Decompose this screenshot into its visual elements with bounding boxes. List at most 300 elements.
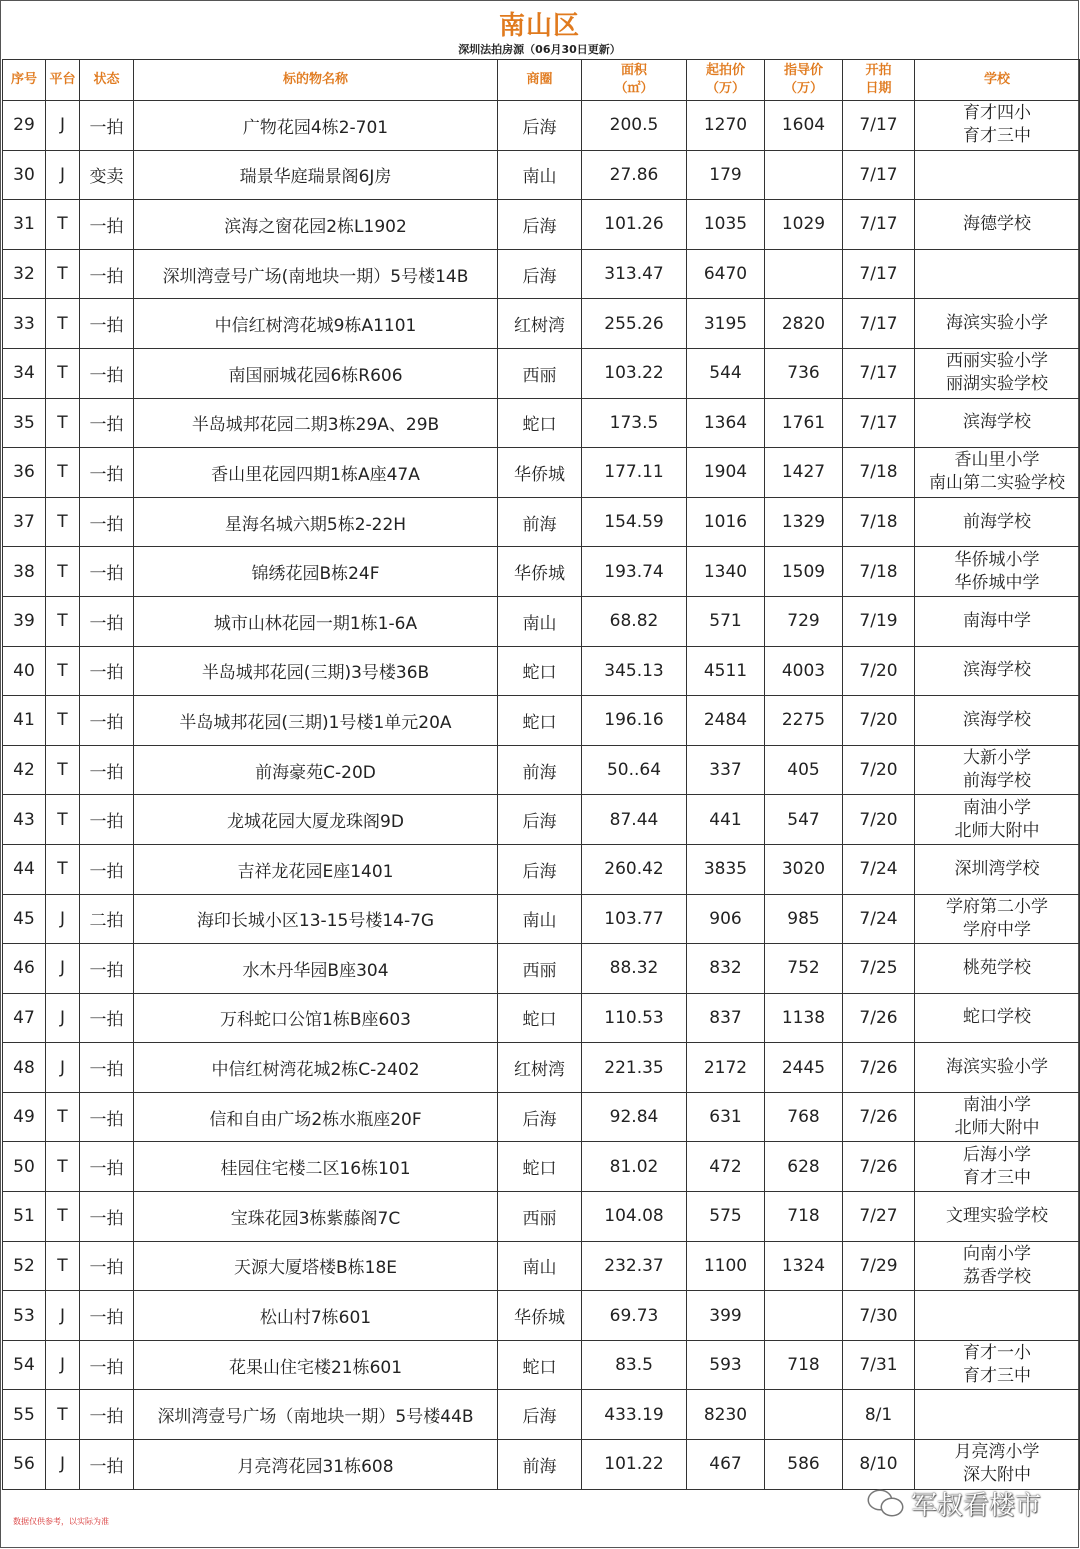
cell-status: 一拍 — [80, 993, 134, 1043]
school-primary: 南油小学 — [963, 1095, 1031, 1116]
cell-seq: 33 — [3, 299, 46, 349]
cell-date: 7/18 — [843, 547, 915, 597]
cell-guide-price: 586 — [765, 1440, 843, 1490]
cell-guide-price: 3020 — [765, 844, 843, 894]
cell-date: 7/20 — [843, 745, 915, 795]
cell-seq: 45 — [3, 894, 46, 944]
school-primary: 深圳湾学校 — [954, 858, 1040, 879]
school-primary: 大新小学 — [963, 748, 1031, 769]
cell-platform: T — [46, 348, 80, 398]
school-primary: 育才一小 — [963, 1343, 1031, 1364]
cell-start-price: 337 — [687, 745, 765, 795]
cell-guide-price: 1029 — [765, 200, 843, 250]
cell-seq: 42 — [3, 745, 46, 795]
cell-seq: 54 — [3, 1340, 46, 1390]
cell-start-price: 1270 — [687, 101, 765, 151]
table-row — [3, 1440, 1080, 1490]
cell-start-price: 3195 — [687, 299, 765, 349]
cell-guide-price — [765, 150, 843, 200]
cell-name: 万科蛇口公馆1栋B座603 — [134, 993, 498, 1043]
cell-date: 7/30 — [843, 1291, 915, 1341]
cell-name: 桂园住宅楼二区16栋101 — [134, 1142, 498, 1192]
cell-area: 92.84 — [582, 1092, 687, 1142]
page-title: 南山区 — [498, 11, 580, 41]
cell-start-price: 1340 — [687, 547, 765, 597]
cell-school — [915, 944, 1080, 994]
cell-seq: 35 — [3, 398, 46, 448]
cell-area: 101.26 — [582, 200, 687, 250]
cell-seq: 46 — [3, 944, 46, 994]
header-start-line1: 起拍价 — [705, 63, 745, 78]
header-status: 状态 — [80, 60, 134, 101]
cell-date: 8/1 — [843, 1390, 915, 1440]
cell-status: 一拍 — [80, 844, 134, 894]
table-row — [3, 1092, 1080, 1142]
cell-platform: J — [46, 1340, 80, 1390]
cell-date: 8/10 — [843, 1440, 915, 1490]
wechat-icon — [869, 1491, 903, 1517]
cell-status: 一拍 — [80, 646, 134, 696]
cell-seq: 51 — [3, 1192, 46, 1242]
cell-area: 193.74 — [582, 547, 687, 597]
header-guide-price — [765, 60, 843, 101]
cell-name: 中信红树湾花城9栋A1101 — [134, 299, 498, 349]
cell-status: 一拍 — [80, 547, 134, 597]
cell-guide-price — [765, 249, 843, 299]
cell-seq: 50 — [3, 1142, 46, 1192]
school-secondary: 育才三中 — [963, 1366, 1031, 1387]
header-date-line2: 日期 — [865, 81, 892, 96]
cell-start-price: 472 — [687, 1142, 765, 1192]
cell-area: 68.82 — [582, 596, 687, 646]
table-row — [3, 894, 1080, 944]
cell-guide-price: 718 — [765, 1192, 843, 1242]
table-row — [3, 200, 1080, 250]
school-secondary: 学府中学 — [963, 919, 1031, 940]
cell-name: 松山村7栋601 — [134, 1291, 498, 1341]
cell-district: 后海 — [498, 795, 582, 845]
cell-status: 一拍 — [80, 200, 134, 250]
school-primary: 文理实验学校 — [946, 1205, 1048, 1226]
cell-school — [915, 101, 1080, 151]
cell-date: 7/20 — [843, 795, 915, 845]
cell-area: 103.22 — [582, 348, 687, 398]
table-row — [3, 547, 1080, 597]
cell-school — [915, 547, 1080, 597]
cell-date: 7/18 — [843, 497, 915, 547]
cell-guide-price: 718 — [765, 1340, 843, 1390]
cell-area: 88.32 — [582, 944, 687, 994]
school-secondary: 育才三中 — [963, 126, 1031, 147]
cell-district: 西丽 — [498, 348, 582, 398]
cell-name: 宝珠花园3栋紫藤阁7C — [134, 1192, 498, 1242]
cell-guide-price: 2275 — [765, 696, 843, 746]
cell-date: 7/26 — [843, 1043, 915, 1093]
cell-start-price: 1035 — [687, 200, 765, 250]
header-start-line2: （万） — [705, 81, 745, 96]
cell-school — [915, 596, 1080, 646]
cell-district: 南山 — [498, 894, 582, 944]
cell-seq: 52 — [3, 1241, 46, 1291]
school-primary: 西丽实验小学 — [946, 351, 1048, 372]
header-area-line2: （㎡） — [614, 81, 654, 96]
cell-platform: J — [46, 1291, 80, 1341]
cell-school — [915, 1390, 1080, 1440]
table-row — [3, 1340, 1080, 1390]
cell-seq: 55 — [3, 1390, 46, 1440]
table-row — [3, 448, 1080, 498]
school-secondary: 华侨城中学 — [954, 572, 1040, 593]
cell-area: 69.73 — [582, 1291, 687, 1341]
school-primary: 华侨城小学 — [954, 549, 1040, 570]
cell-date: 7/17 — [843, 249, 915, 299]
cell-date: 7/17 — [843, 150, 915, 200]
cell-status: 一拍 — [80, 448, 134, 498]
cell-area: 104.08 — [582, 1192, 687, 1242]
cell-start-price: 467 — [687, 1440, 765, 1490]
cell-seq: 34 — [3, 348, 46, 398]
cell-district: 蛇口 — [498, 646, 582, 696]
cell-area: 103.77 — [582, 894, 687, 944]
cell-seq: 44 — [3, 844, 46, 894]
cell-area: 27.86 — [582, 150, 687, 200]
cell-status: 二拍 — [80, 894, 134, 944]
cell-name: 南国丽城花园6栋R606 — [134, 348, 498, 398]
cell-date: 7/31 — [843, 1340, 915, 1390]
cell-name: 水木丹华园B座304 — [134, 944, 498, 994]
school-primary: 桃苑学校 — [963, 957, 1031, 978]
cell-guide-price: 405 — [765, 745, 843, 795]
cell-name: 城市山林花园一期1栋1-6A — [134, 596, 498, 646]
table-row — [3, 596, 1080, 646]
cell-district: 蛇口 — [498, 1142, 582, 1192]
cell-seq: 37 — [3, 497, 46, 547]
table-row — [3, 944, 1080, 994]
cell-seq: 48 — [3, 1043, 46, 1093]
cell-guide-price: 729 — [765, 596, 843, 646]
cell-area: 50..64 — [582, 745, 687, 795]
cell-status: 一拍 — [80, 1291, 134, 1341]
cell-date: 7/17 — [843, 200, 915, 250]
cell-district: 西丽 — [498, 944, 582, 994]
school-secondary: 北师大附中 — [954, 1118, 1040, 1139]
cell-platform: T — [46, 497, 80, 547]
cell-seq: 41 — [3, 696, 46, 746]
cell-guide-price: 1604 — [765, 101, 843, 151]
cell-district: 前海 — [498, 745, 582, 795]
cell-school — [915, 1043, 1080, 1093]
cell-school — [915, 448, 1080, 498]
cell-name: 锦绣花园B栋24F — [134, 547, 498, 597]
cell-platform: T — [46, 200, 80, 250]
school-primary: 蛇口学校 — [963, 1007, 1031, 1028]
cell-platform: J — [46, 944, 80, 994]
header-guide-line1: 指导价 — [783, 63, 823, 78]
cell-status: 一拍 — [80, 1390, 134, 1440]
header-area-line1: 面积 — [620, 63, 647, 78]
cell-start-price: 544 — [687, 348, 765, 398]
cell-platform: T — [46, 696, 80, 746]
cell-start-price: 399 — [687, 1291, 765, 1341]
cell-date: 7/17 — [843, 299, 915, 349]
cell-school — [915, 1241, 1080, 1291]
cell-area: 154.59 — [582, 497, 687, 547]
cell-date: 7/24 — [843, 844, 915, 894]
cell-school — [915, 150, 1080, 200]
page-subtitle: 深圳法拍房源（06月30日更新） — [458, 43, 621, 56]
cell-district: 华侨城 — [498, 547, 582, 597]
cell-guide-price: 2820 — [765, 299, 843, 349]
table-row — [3, 844, 1080, 894]
cell-guide-price: 547 — [765, 795, 843, 845]
school-primary: 滨海学校 — [963, 660, 1031, 681]
cell-platform: T — [46, 795, 80, 845]
school-primary: 育才四小 — [963, 103, 1031, 124]
cell-date: 7/29 — [843, 1241, 915, 1291]
cell-name: 香山里花园四期1栋A座47A — [134, 448, 498, 498]
cell-district: 西丽 — [498, 1192, 582, 1242]
cell-status: 一拍 — [80, 497, 134, 547]
cell-school — [915, 795, 1080, 845]
table-row — [3, 1142, 1080, 1192]
table-row — [3, 1291, 1080, 1341]
cell-date: 7/17 — [843, 398, 915, 448]
table-row — [3, 348, 1080, 398]
cell-name: 海印长城小区13-15号楼14-7G — [134, 894, 498, 944]
cell-platform: T — [46, 547, 80, 597]
school-secondary: 北师大附中 — [954, 820, 1040, 841]
school-primary: 滨海学校 — [963, 412, 1031, 433]
cell-area: 255.26 — [582, 299, 687, 349]
cell-name: 星海名城六期5栋2-22H — [134, 497, 498, 547]
cell-start-price: 1016 — [687, 497, 765, 547]
school-secondary: 深大附中 — [963, 1465, 1031, 1486]
cell-seq: 36 — [3, 448, 46, 498]
header-row — [3, 60, 1080, 101]
cell-name: 中信红树湾花城2栋C-2402 — [134, 1043, 498, 1093]
table-row — [3, 1390, 1080, 1440]
cell-school — [915, 1142, 1080, 1192]
cell-school — [915, 249, 1080, 299]
cell-guide-price: 1427 — [765, 448, 843, 498]
cell-platform: J — [46, 1440, 80, 1490]
table-row — [3, 249, 1080, 299]
cell-area: 196.16 — [582, 696, 687, 746]
cell-seq: 53 — [3, 1291, 46, 1341]
cell-platform: J — [46, 993, 80, 1043]
cell-seq: 31 — [3, 200, 46, 250]
cell-seq: 47 — [3, 993, 46, 1043]
cell-start-price: 1364 — [687, 398, 765, 448]
cell-name: 吉祥龙花园E座1401 — [134, 844, 498, 894]
cell-date: 7/17 — [843, 101, 915, 151]
cell-district: 南山 — [498, 596, 582, 646]
cell-date: 7/26 — [843, 1092, 915, 1142]
header-name: 标的物名称 — [134, 60, 498, 101]
school-primary: 前海学校 — [963, 511, 1031, 532]
cell-name: 滨海之窗花园2栋L1902 — [134, 200, 498, 250]
table-body — [3, 101, 1080, 1490]
cell-district: 后海 — [498, 1092, 582, 1142]
cell-area: 200.5 — [582, 101, 687, 151]
header-guide-line2: （万） — [783, 81, 823, 96]
table-row — [3, 795, 1080, 845]
cell-district: 后海 — [498, 200, 582, 250]
cell-district: 后海 — [498, 1390, 582, 1440]
table-row — [3, 646, 1080, 696]
cell-school — [915, 1192, 1080, 1242]
cell-seq: 39 — [3, 596, 46, 646]
cell-seq: 40 — [3, 646, 46, 696]
cell-seq: 29 — [3, 101, 46, 151]
cell-start-price: 2484 — [687, 696, 765, 746]
table-row — [3, 101, 1080, 151]
cell-district: 南山 — [498, 150, 582, 200]
cell-district: 后海 — [498, 844, 582, 894]
cell-guide-price — [765, 1390, 843, 1440]
cell-seq: 49 — [3, 1092, 46, 1142]
table-row — [3, 1043, 1080, 1093]
cell-date: 7/18 — [843, 448, 915, 498]
cell-school — [915, 348, 1080, 398]
school-secondary: 丽湖实验学校 — [946, 374, 1048, 395]
table-row — [3, 497, 1080, 547]
header-date-line1: 开拍 — [865, 63, 892, 78]
cell-start-price: 837 — [687, 993, 765, 1043]
cell-platform: J — [46, 150, 80, 200]
school-primary: 南海中学 — [963, 610, 1031, 631]
cell-platform: T — [46, 745, 80, 795]
cell-status: 一拍 — [80, 1241, 134, 1291]
cell-school — [915, 398, 1080, 448]
cell-start-price: 2172 — [687, 1043, 765, 1093]
cell-start-price: 906 — [687, 894, 765, 944]
table-row — [3, 745, 1080, 795]
school-secondary: 前海学校 — [963, 771, 1031, 792]
cell-guide-price: 1329 — [765, 497, 843, 547]
cell-platform: T — [46, 1092, 80, 1142]
cell-start-price: 3835 — [687, 844, 765, 894]
school-primary: 海滨实验小学 — [946, 1057, 1048, 1078]
header-area — [582, 60, 687, 101]
cell-name: 前海豪苑C-20D — [134, 745, 498, 795]
cell-status: 一拍 — [80, 101, 134, 151]
school-secondary: 育才三中 — [963, 1167, 1031, 1188]
cell-guide-price: 1138 — [765, 993, 843, 1043]
cell-start-price: 593 — [687, 1340, 765, 1390]
cell-area: 87.44 — [582, 795, 687, 845]
cell-status: 一拍 — [80, 944, 134, 994]
cell-district: 前海 — [498, 1440, 582, 1490]
cell-platform: T — [46, 844, 80, 894]
cell-district: 蛇口 — [498, 398, 582, 448]
cell-area: 177.11 — [582, 448, 687, 498]
cell-start-price: 832 — [687, 944, 765, 994]
cell-platform: T — [46, 299, 80, 349]
cell-guide-price: 736 — [765, 348, 843, 398]
cell-area: 345.13 — [582, 646, 687, 696]
cell-seq: 38 — [3, 547, 46, 597]
cell-date: 7/17 — [843, 348, 915, 398]
cell-school — [915, 1291, 1080, 1341]
cell-name: 半岛城邦花园(三期)1号楼1单元20A — [134, 696, 498, 746]
cell-school — [915, 696, 1080, 746]
cell-status: 一拍 — [80, 1142, 134, 1192]
cell-date: 7/26 — [843, 1142, 915, 1192]
cell-name: 半岛城邦花园(三期)3号楼36B — [134, 646, 498, 696]
cell-platform: J — [46, 1043, 80, 1093]
table-row — [3, 993, 1080, 1043]
cell-guide-price: 985 — [765, 894, 843, 944]
cell-name: 深圳湾壹号广场(南地块一期）5号楼14B — [134, 249, 498, 299]
cell-status: 一拍 — [80, 745, 134, 795]
cell-status: 一拍 — [80, 1043, 134, 1093]
header-school: 学校 — [915, 60, 1080, 101]
cell-district: 蛇口 — [498, 993, 582, 1043]
cell-guide-price — [765, 1291, 843, 1341]
auction-table — [2, 59, 1080, 1490]
cell-status: 一拍 — [80, 696, 134, 746]
school-primary: 后海小学 — [963, 1144, 1031, 1165]
cell-area: 313.47 — [582, 249, 687, 299]
cell-guide-price: 768 — [765, 1092, 843, 1142]
cell-seq: 32 — [3, 249, 46, 299]
cell-start-price: 179 — [687, 150, 765, 200]
cell-district: 华侨城 — [498, 448, 582, 498]
cell-platform: T — [46, 1142, 80, 1192]
cell-status: 一拍 — [80, 348, 134, 398]
cell-seq: 56 — [3, 1440, 46, 1490]
cell-name: 天源大厦塔楼B栋18E — [134, 1241, 498, 1291]
cell-date: 7/27 — [843, 1192, 915, 1242]
school-primary: 香山里小学 — [954, 450, 1040, 471]
cell-platform: J — [46, 101, 80, 151]
cell-name: 信和自由广场2栋水瓶座20F — [134, 1092, 498, 1142]
cell-platform: T — [46, 398, 80, 448]
school-primary: 海德学校 — [963, 213, 1031, 234]
header-district: 商圈 — [498, 60, 582, 101]
cell-status: 一拍 — [80, 596, 134, 646]
cell-area: 81.02 — [582, 1142, 687, 1192]
cell-area: 260.42 — [582, 844, 687, 894]
cell-start-price: 571 — [687, 596, 765, 646]
cell-status: 一拍 — [80, 249, 134, 299]
table-row — [3, 1192, 1080, 1242]
cell-guide-price: 2445 — [765, 1043, 843, 1093]
header-start-price — [687, 60, 765, 101]
cell-platform: T — [46, 646, 80, 696]
cell-school — [915, 646, 1080, 696]
cell-guide-price: 1761 — [765, 398, 843, 448]
cell-name: 龙城花园大厦龙珠阁9D — [134, 795, 498, 845]
cell-area: 232.37 — [582, 1241, 687, 1291]
header-date — [843, 60, 915, 101]
watermark-text: 军叔看楼市 — [911, 1491, 1042, 1521]
cell-name: 月亮湾花园31栋608 — [134, 1440, 498, 1490]
disclaimer-note: 数据仅供参考，以实际为准 — [13, 1517, 109, 1526]
table-row — [3, 150, 1080, 200]
cell-area: 83.5 — [582, 1340, 687, 1390]
cell-area: 101.22 — [582, 1440, 687, 1490]
cell-platform: T — [46, 1241, 80, 1291]
cell-platform: T — [46, 1192, 80, 1242]
cell-guide-price: 1509 — [765, 547, 843, 597]
cell-platform: T — [46, 596, 80, 646]
cell-start-price: 631 — [687, 1092, 765, 1142]
cell-district: 后海 — [498, 101, 582, 151]
cell-date: 7/25 — [843, 944, 915, 994]
cell-guide-price: 752 — [765, 944, 843, 994]
